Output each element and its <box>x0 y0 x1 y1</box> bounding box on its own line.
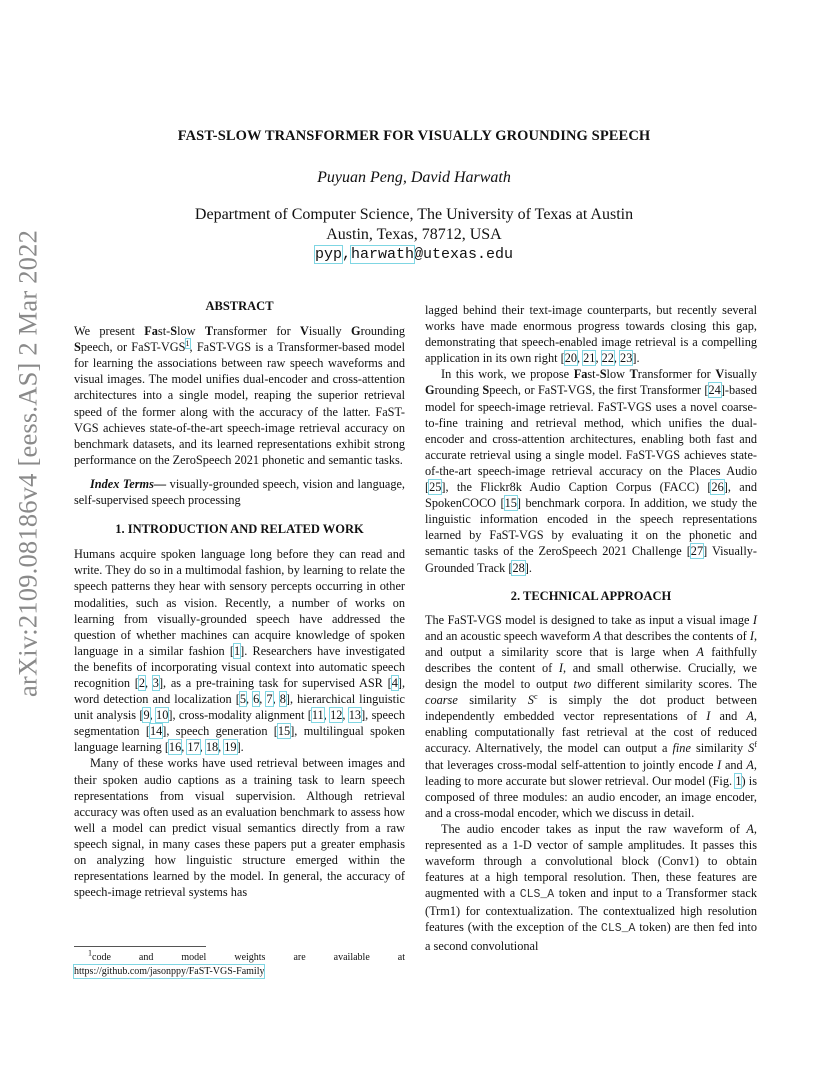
email-line <box>0 245 828 265</box>
citation-link[interactable]: 5 <box>239 692 246 707</box>
section1-paragraph-4: In this work, we propose Fast-Slow Transformer for Visually Grounding Speech, or FaST-VGS, the first Transformer [24]-based model for speech-image retrieval. FaST-VGS uses a novel coarse-to-fine training and retrieval method, which unifies the dual-encoder and cross-attention architectures, enabling both fast and accurate retrieval using a single model. FaST-VGS achieves state-of-the-art speech-image retrieval accuracy on the Places Audio [25], the Flickr8k Audio Caption Corpus (FACC) [26], and SpokenCOCO [15] benchmark corpora. In addition, we study the linguistic information encoded in the speech representations learned by FaST-VGS by evaluating it on the phonetic and semantic tasks of the ZeroSpeech 2021 Challenge [27] Visually-Grounded Track [28]. <box>425 367 758 575</box>
citation-link[interactable]: 19 <box>224 740 237 755</box>
citation-link[interactable]: 4 <box>391 675 398 690</box>
index-terms <box>74 476 405 508</box>
section1-paragraph-3: lagged behind their text-image counterparts, but recently several works have made enormous progress towards closing this gap, demonstrating that speech-enabled image retrieval is a compelling application in its own right [20, 21, 22, 23]. <box>425 303 757 366</box>
footnote-mark-link[interactable]: 1 <box>185 339 190 349</box>
abstract-heading: ABSTRACT <box>205 299 274 313</box>
section2-paragraph-2: The audio encoder takes as input the raw waveform of A, represented as a 1-D vector of sample amplitudes. It passes this waveform through a convolutional block (Conv1) to obtain features at a high temporal resolution. Then, these features are augmented with a CLS_A token and input to a Transformer stack (Trm1) for contextualization. The contextualized high resolution features (with the exception of the CLS_A token) are then fed into a second convolutional <box>425 821 757 953</box>
citation-link[interactable]: 8 <box>279 692 286 707</box>
citation-link[interactable]: 11 <box>311 708 324 723</box>
footnote-word: are <box>293 952 306 963</box>
affiliation-line-1: Department of Computer Science, The University of Texas at Austin <box>194 206 634 223</box>
affiliation <box>0 205 828 265</box>
footnote-word: $^1$code <box>88 948 111 963</box>
citation-link[interactable]: 24 <box>708 383 721 398</box>
citation-link[interactable]: 16 <box>168 740 182 755</box>
citation-link[interactable]: 21 <box>583 351 596 366</box>
abstract-body: We present Fast-Slow Transformer for Visually Grounding Speech, or FaST-VGS$^1$, FaST-VGS is a Transformer-based model for learning the associations between raw speech waveforms and visual images. The model unifies dual-encoder and cross-attention architectures into a single model, reaping the superior retrieval speed of the former along with the accuracy of the latter. FaST-VGS achieves state-of-the-art speech-image retrieval accuracy on benchmark datasets, and its learned representations exhibit strong performance on the ZeroSpeech 2021 phonetic and semantic tasks. <box>74 324 405 467</box>
section2-paragraph-1: The FaST-VGS model is designed to take as input a visual image I and an acoustic speech waveform A that describes the contents of I, and output a similarity score that is large when A faithfully describes the content of I, and small otherwise. Crucially, we design the model to output two different similarity scores. The coarse similarity $S^c$ is simply the dot product between independently embedded vector representations of I and A, enabling computationally fast retrieval at the cost of reduced accuracy. Alternatively, the model can output a fine similarity $S^f$ that leverages cross-modal self-attention to jointly encode I and A, leading to more accurate but slower retrieval. Our model (Fig. 1) is composed of three modules: an audio encoder, an image encoder, and a cross-modal encoder, which we discuss in detail. <box>425 612 758 820</box>
footnote-word: and <box>138 952 154 963</box>
footnote-url-link[interactable]: https://github.com/jasonppy/FaST-VGS-Family <box>74 966 265 977</box>
section2-heading: 2. TECHNICAL APPROACH <box>510 588 672 603</box>
index-terms-label: Index Terms— <box>90 476 167 491</box>
index-terms-text: visually-grounded speech, vision and language, self-supervised speech processing <box>74 476 406 508</box>
citation-link[interactable]: 10 <box>156 708 169 723</box>
citation-link[interactable]: 17 <box>187 740 200 755</box>
footnote-text <box>74 948 405 964</box>
figure-link[interactable]: 1 <box>735 773 742 788</box>
left-column <box>74 298 405 900</box>
footnote <box>74 948 405 978</box>
section1-paragraph-2: Many of these works have used retrieval between images and their spoken audio captions as a training task to learn speech representations from visual supervision. Although retrieval accuracy was often used as an evaluation benchmark to assess how well a model can predict visual semantics directly from a raw speech signal, in many cases these papers put a greater emphasis on analyzing how linguistic structure emerged within the representations learned by the model. In general, the accuracy of speech-image retrieval systems has <box>74 756 405 900</box>
citation-link[interactable]: 1 <box>233 643 241 658</box>
citation-link[interactable]: 9 <box>143 708 150 723</box>
footnote-word: at <box>397 952 405 963</box>
citation-link[interactable]: 15 <box>504 496 517 511</box>
citation-link[interactable]: 22 <box>601 351 614 366</box>
citation-link[interactable]: 2 <box>138 675 145 690</box>
email-domain: @utexas.edu <box>414 246 514 263</box>
paper-title: FAST-SLOW TRANSFORMER FOR VISUALLY GROUNDING SPEECH <box>177 128 651 144</box>
citation-link[interactable]: 28 <box>512 560 525 575</box>
citation-link[interactable]: 6 <box>253 692 260 707</box>
email-link-pyp[interactable]: pyp <box>314 246 342 263</box>
citation-link[interactable]: 3 <box>152 675 159 690</box>
citation-link[interactable]: 12 <box>330 708 343 723</box>
citation-link[interactable]: 26 <box>711 480 724 495</box>
citation-link[interactable]: 20 <box>564 351 577 366</box>
citation-link[interactable]: 15 <box>277 724 291 739</box>
right-column <box>425 302 757 954</box>
citation-link[interactable]: 14 <box>150 724 163 739</box>
citation-link[interactable]: 23 <box>620 351 633 366</box>
footnote-rule <box>74 946 206 947</box>
email-separator: , <box>341 246 351 263</box>
paper-authors: Puyuan Peng, David Harwath <box>317 169 511 186</box>
citation-link[interactable]: 7 <box>266 692 273 707</box>
affiliation-line-2: Austin, Texas, 78712, USA <box>326 226 502 243</box>
footnote-word: model <box>181 952 207 963</box>
email-link-harwath[interactable]: harwath <box>350 246 414 263</box>
citation-link[interactable]: 25 <box>429 480 442 495</box>
citation-link[interactable]: 13 <box>348 708 362 723</box>
arxiv-sidebar-id: arXiv:2109.08186v4 [eess.AS] 2 Mar 2022 <box>12 229 43 698</box>
section1-heading: 1. INTRODUCTION AND RELATED WORK <box>115 522 364 537</box>
citation-link[interactable]: 27 <box>690 544 704 559</box>
footnote-word: weights <box>234 952 266 963</box>
citation-link[interactable]: 18 <box>205 740 219 755</box>
section1-paragraph-1: Humans acquire spoken language long before they can read and write. They do so in a multimodal fashion, by learning to relate the speech patterns they hear with sensory percepts occurring in other modalities, such as vision. Recently, a number of works on learning from visually-grounded speech have addressed the question of whether machines can acquire knowledge of spoken language in a similar fashion [1]. Researchers have investigated the benefits of incorporating visual context into automatic speech recognition [2, 3], as a pre-training task for supervised ASR [4], word detection and localization [5, 6, 7, 8], hierarchical linguistic unit analysis [9, 10], cross-modality alignment [11, 12, 13], speech segmentation [14], speech generation [15], multilingual spoken language learning [16, 17, 18, 19]. <box>74 547 406 755</box>
footnote-word: available <box>333 952 370 963</box>
